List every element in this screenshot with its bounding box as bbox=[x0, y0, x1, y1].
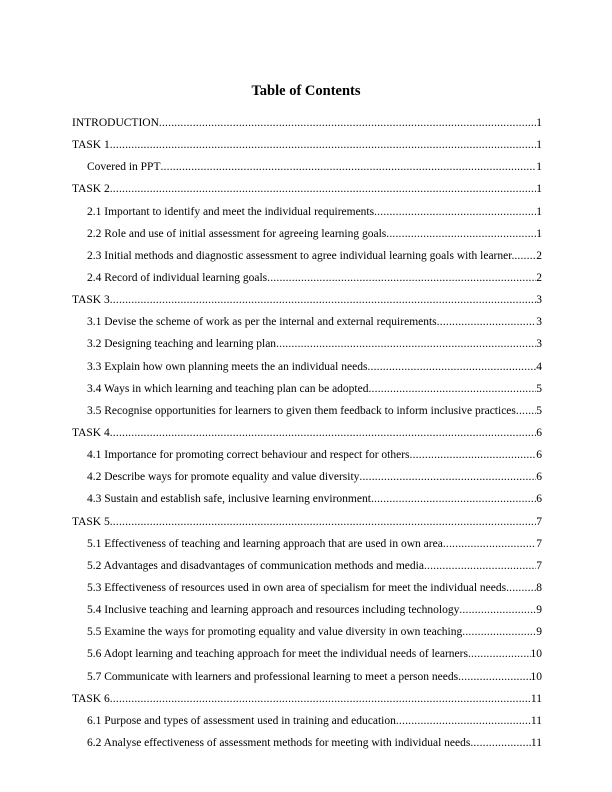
toc-page-number: 6 bbox=[536, 426, 542, 439]
toc-dot-leader bbox=[459, 599, 536, 621]
toc-entry-text: INTRODUCTION bbox=[72, 117, 159, 129]
toc-dot-leader bbox=[371, 488, 536, 510]
toc-page-number: 7 bbox=[536, 515, 542, 528]
toc-entry-text: 3.5 Recognise opportunities for learners to given them feedback to inform inclusive practices bbox=[87, 404, 516, 417]
toc-dot-leader bbox=[424, 555, 536, 577]
toc-entry-text: TASK 5 bbox=[72, 515, 110, 528]
toc-entry[interactable] bbox=[72, 599, 542, 621]
toc-entry-text: 6.2 Analyse effectiveness of assessment methods for meeting with individual needs bbox=[87, 736, 471, 749]
toc-entry-text: TASK 1 bbox=[72, 139, 110, 152]
toc-entry-text: 2.2 Role and use of initial assessment for agreeing learning goals bbox=[87, 227, 387, 240]
toc-page-number: 3 bbox=[536, 294, 542, 307]
toc-page-number: 3 bbox=[536, 316, 542, 329]
toc-entry[interactable] bbox=[72, 710, 542, 732]
toc-entry-text: 3.2 Designing teaching and learning plan bbox=[87, 338, 277, 351]
toc-dot-leader bbox=[368, 378, 536, 400]
toc-entry[interactable] bbox=[72, 223, 542, 245]
toc-entry[interactable] bbox=[72, 688, 542, 710]
toc-entry-text: TASK 2 bbox=[72, 183, 110, 196]
toc-entry[interactable] bbox=[72, 356, 542, 378]
toc-page-number: 7 bbox=[536, 537, 542, 550]
toc-dot-leader bbox=[159, 112, 536, 134]
toc-entry[interactable] bbox=[72, 466, 542, 488]
toc-entry-text: 5.2 Advantages and disadvantages of communication methods and media bbox=[87, 559, 424, 572]
toc-page-number: 5 bbox=[536, 404, 542, 417]
toc-dot-leader bbox=[437, 311, 537, 333]
toc-entry[interactable] bbox=[72, 400, 542, 422]
toc-dot-leader bbox=[443, 533, 536, 555]
toc-entry-text: 6.1 Purpose and types of assessment used in training and education bbox=[87, 714, 396, 727]
toc-dot-leader bbox=[276, 333, 536, 355]
toc-entry[interactable] bbox=[72, 666, 542, 688]
toc-dot-leader bbox=[468, 643, 531, 665]
toc-dot-leader bbox=[386, 223, 536, 245]
table-of-contents bbox=[72, 112, 542, 754]
toc-page-number: 1 bbox=[536, 227, 542, 240]
toc-dot-leader bbox=[458, 666, 530, 688]
toc-entry[interactable] bbox=[72, 422, 542, 444]
toc-dot-leader bbox=[470, 732, 531, 754]
toc-page-number: 11 bbox=[530, 736, 542, 749]
toc-entry[interactable] bbox=[72, 267, 542, 289]
toc-entry[interactable] bbox=[72, 289, 542, 311]
toc-entry[interactable] bbox=[72, 134, 542, 156]
toc-dot-leader bbox=[374, 201, 536, 223]
toc-entry-text: Covered in PPT bbox=[87, 161, 161, 174]
toc-dot-leader bbox=[110, 688, 531, 710]
toc-page-number: 9 bbox=[536, 604, 542, 617]
toc-entry[interactable] bbox=[72, 112, 542, 134]
toc-entry-text: 5.1 Effectiveness of teaching and learning approach that are used in own area bbox=[87, 537, 443, 550]
toc-dot-leader bbox=[110, 511, 537, 533]
toc-dot-leader bbox=[110, 422, 537, 444]
toc-entry-text: 5.5 Examine the ways for promoting equality and value diversity in own teaching bbox=[87, 626, 463, 639]
toc-page-number: 10 bbox=[530, 648, 542, 661]
toc-page-number: 8 bbox=[536, 581, 542, 594]
toc-dot-leader bbox=[410, 444, 537, 466]
toc-page-number: 10 bbox=[530, 670, 542, 683]
toc-entry-text: 5.7 Communicate with learners and professional learning to meet a person needs bbox=[87, 670, 459, 683]
toc-entry[interactable] bbox=[72, 178, 542, 200]
toc-page-number: 11 bbox=[530, 714, 542, 727]
toc-entry[interactable] bbox=[72, 488, 542, 510]
toc-entry-text: 3.4 Ways in which learning and teaching plan can be adopted bbox=[87, 382, 369, 395]
toc-entry-text: 2.1 Important to identify and meet the individual requirements bbox=[87, 205, 375, 218]
toc-page-number: 7 bbox=[536, 559, 542, 572]
toc-dot-leader bbox=[396, 710, 531, 732]
toc-title: Table of Contents bbox=[251, 83, 361, 99]
toc-dot-leader bbox=[110, 178, 537, 200]
toc-dot-leader bbox=[359, 466, 536, 488]
toc-page-number: 9 bbox=[536, 626, 542, 639]
toc-entry[interactable] bbox=[72, 311, 542, 333]
toc-dot-leader bbox=[110, 134, 537, 156]
toc-dot-leader bbox=[462, 621, 536, 643]
toc-entry[interactable] bbox=[72, 643, 542, 665]
toc-entry-text: 5.3 Effectiveness of resources used in own area of specialism for meet the individual needs bbox=[87, 581, 507, 594]
toc-dot-leader bbox=[110, 289, 537, 311]
toc-page-number: 1 bbox=[536, 161, 542, 174]
toc-entry[interactable] bbox=[72, 621, 542, 643]
toc-entry-text: 4.2 Describe ways for promote equality and value diversity bbox=[87, 471, 360, 484]
toc-page-number: 5 bbox=[536, 382, 542, 395]
toc-page-number: 1 bbox=[536, 139, 542, 152]
toc-entry[interactable] bbox=[72, 156, 542, 178]
toc-entry-text: TASK 3 bbox=[72, 294, 110, 307]
toc-entry-text: 2.3 Initial methods and diagnostic assessment to agree individual learning goals with learner. bbox=[87, 249, 515, 262]
toc-entry-text: TASK 6 bbox=[72, 692, 110, 705]
toc-page-number: 1 bbox=[536, 183, 542, 196]
toc-page-number: 1 bbox=[536, 117, 542, 129]
toc-entry[interactable] bbox=[72, 555, 542, 577]
toc-entry-text: TASK 4 bbox=[72, 426, 110, 439]
toc-page-number: 1 bbox=[536, 205, 542, 218]
toc-entry[interactable] bbox=[72, 333, 542, 355]
toc-entry[interactable] bbox=[72, 732, 542, 754]
toc-entry-text: 5.4 Inclusive teaching and learning approach and resources including technology bbox=[87, 604, 460, 617]
toc-page-number: 2 bbox=[536, 271, 542, 284]
toc-entry-text: 4.3 Sustain and establish safe, inclusive learning environment bbox=[87, 493, 371, 506]
toc-dot-leader bbox=[506, 577, 536, 599]
toc-entry-text: 3.1 Devise the scheme of work as per the internal and external requirements bbox=[87, 316, 437, 329]
toc-entry-text: 5.6 Adopt learning and teaching approach for meet the individual needs of learners bbox=[87, 648, 468, 661]
toc-page-number: 3 bbox=[536, 338, 542, 351]
toc-entry[interactable] bbox=[72, 533, 542, 555]
toc-dot-leader bbox=[267, 267, 536, 289]
toc-entry[interactable] bbox=[72, 201, 542, 223]
toc-dot-leader bbox=[516, 400, 536, 422]
toc-entry-text: 2.4 Record of individual learning goals bbox=[87, 271, 268, 284]
toc-page-number: 6 bbox=[536, 449, 542, 462]
toc-page-number: 11 bbox=[530, 692, 542, 705]
toc-entry[interactable] bbox=[72, 511, 542, 533]
toc-dot-leader bbox=[514, 245, 536, 267]
toc-entry[interactable] bbox=[72, 245, 542, 267]
toc-page-number: 2 bbox=[536, 249, 542, 262]
toc-page-number: 4 bbox=[536, 360, 542, 373]
toc-entry[interactable] bbox=[72, 577, 542, 599]
toc-entry-text: 4.1 Importance for promoting correct behaviour and respect for others bbox=[87, 449, 410, 462]
toc-entry-text: 3.3 Explain how own planning meets the an individual needs bbox=[87, 360, 368, 373]
toc-entry[interactable] bbox=[72, 444, 542, 466]
toc-page-number: 6 bbox=[536, 493, 542, 506]
toc-entry[interactable] bbox=[72, 378, 542, 400]
toc-dot-leader bbox=[367, 356, 536, 378]
toc-page-number: 6 bbox=[536, 471, 542, 484]
toc-dot-leader bbox=[160, 156, 536, 178]
